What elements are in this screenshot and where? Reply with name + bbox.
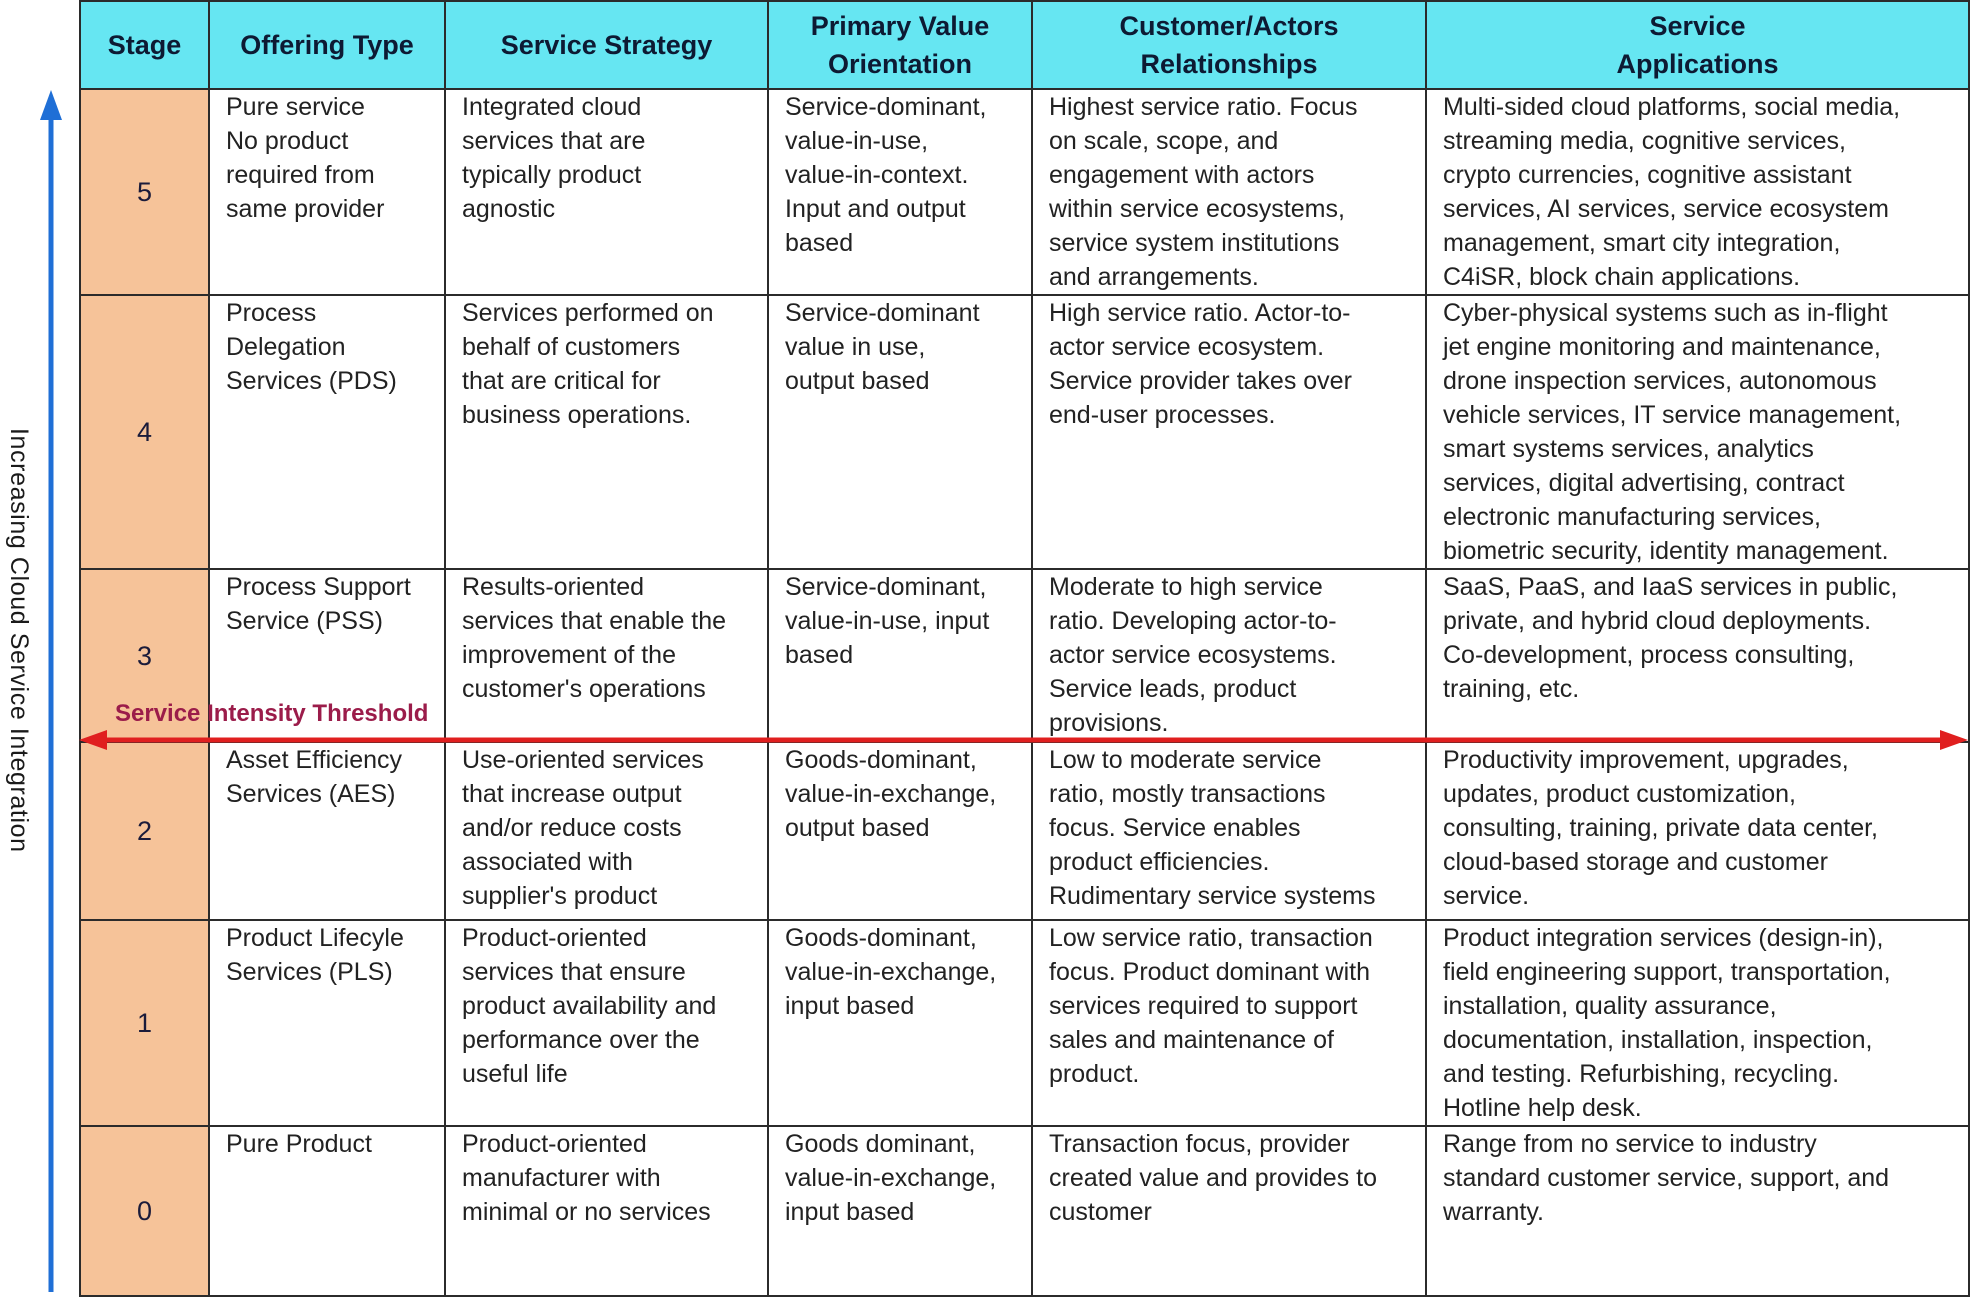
value-orientation-cell: Service-dominant, value-in-use, input based (768, 569, 1032, 742)
customer-relationships-cell: Highest service ratio. Focus on scale, scope, and engagement with actors within service ecosystems, service system institutions and arrangements. (1032, 89, 1426, 295)
axis-label: Increasing Cloud Service Integration (5, 427, 33, 853)
table-row (80, 295, 1969, 569)
value-orientation-cell: Goods-dominant, value-in-exchange, input based (768, 920, 1032, 1126)
header-primary-value-orientation: Primary Value Orientation (768, 1, 1032, 89)
customer-relationships-cell: High service ratio. Actor-to- actor service ecosystem. Service provider takes over end-user processes. (1032, 295, 1426, 569)
header-stage: Stage (80, 1, 209, 89)
service-intensity-threshold-label: Service Intensity Threshold (115, 700, 429, 727)
table-row (80, 1126, 1969, 1296)
customer-relationships-cell: Transaction focus, provider created value and provides to customer (1032, 1126, 1426, 1296)
value-orientation-cell: Goods dominant, value-in-exchange, input based (768, 1126, 1032, 1296)
table-row (80, 89, 1969, 295)
table-row (80, 920, 1969, 1126)
increasing-integration-arrow (32, 90, 70, 1292)
offering-type-cell: Asset Efficiency Services (AES) (209, 742, 445, 920)
customer-relationships-cell: Low to moderate service ratio, mostly transactions focus. Service enables product efficiencies. Rudimentary service systems (1032, 742, 1426, 920)
table-row (80, 742, 1969, 920)
service-stage-table (79, 0, 1970, 1297)
offering-type-cell: Process Support Service (PSS) (209, 569, 445, 742)
offering-type-cell: Pure service No product required from same provider (209, 89, 445, 295)
stage-number: 4 (80, 295, 209, 569)
service-strategy-cell: Integrated cloud services that are typically product agnostic (445, 89, 768, 295)
service-strategy-cell: Services performed on behalf of customers that are critical for business operations. (445, 295, 768, 569)
offering-type-cell: Pure Product (209, 1126, 445, 1296)
header-service-applications: Service Applications (1426, 1, 1969, 89)
service-strategy-cell: Use-oriented services that increase output and/or reduce costs associated with supplier's product (445, 742, 768, 920)
customer-relationships-cell: Low service ratio, transaction focus. Product dominant with services required to support sales and maintenance of product. (1032, 920, 1426, 1126)
header-customer-actors-relationships: Customer/Actors Relationships (1032, 1, 1426, 89)
value-orientation-cell: Service-dominant, value-in-use, value-in-context. Input and output based (768, 89, 1032, 295)
service-applications-cell: Product integration services (design-in), field engineering support, transportation, installation, quality assurance, documentation, installation, inspection, and testing. Refurbishing, recycling. Hotline help desk. (1426, 920, 1969, 1126)
stage-number: 2 (80, 742, 209, 920)
service-applications-cell: SaaS, PaaS, and IaaS services in public, private, and hybrid cloud deployments. Co-development, process consulting, training, etc. (1426, 569, 1969, 742)
value-orientation-cell: Service-dominant value in use, output based (768, 295, 1032, 569)
stage-number: 3 (80, 569, 209, 742)
offering-type-cell: Process Delegation Services (PDS) (209, 295, 445, 569)
service-intensity-threshold-arrow (79, 728, 1968, 752)
header-row (80, 1, 1969, 89)
stage-number: 0 (80, 1126, 209, 1296)
service-applications-cell: Productivity improvement, upgrades, updates, product customization, consulting, training, private data center, cloud-based storage and customer service. (1426, 742, 1969, 920)
service-strategy-cell: Product-oriented services that ensure product availability and performance over the useful life (445, 920, 768, 1126)
customer-relationships-cell: Moderate to high service ratio. Developing actor-to- actor service ecosystems. Service leads, product provisions. (1032, 569, 1426, 742)
stage-number: 1 (80, 920, 209, 1126)
service-strategy-cell: Product-oriented manufacturer with minimal or no services (445, 1126, 768, 1296)
service-applications-cell: Range from no service to industry standard customer service, support, and warranty. (1426, 1126, 1969, 1296)
service-applications-cell: Multi-sided cloud platforms, social media, streaming media, cognitive services, crypto currencies, cognitive assistant services, AI services, service ecosystem management, smart city integration, C4iSR, block chain applications. (1426, 89, 1969, 295)
header-service-strategy: Service Strategy (445, 1, 768, 89)
offering-type-cell: Product Lifecyle Services (PLS) (209, 920, 445, 1126)
stage-number: 5 (80, 89, 209, 295)
service-applications-cell: Cyber-physical systems such as in-flight jet engine monitoring and maintenance, drone inspection services, autonomous vehicle services, IT service management, smart systems services, analytics services, digital advertising, contract electronic manufacturing services, biometric security, identity management. (1426, 295, 1969, 569)
service-strategy-cell: Results-oriented services that enable the improvement of the customer's operations (445, 569, 768, 742)
header-offering-type: Offering Type (209, 1, 445, 89)
value-orientation-cell: Goods-dominant, value-in-exchange, output based (768, 742, 1032, 920)
